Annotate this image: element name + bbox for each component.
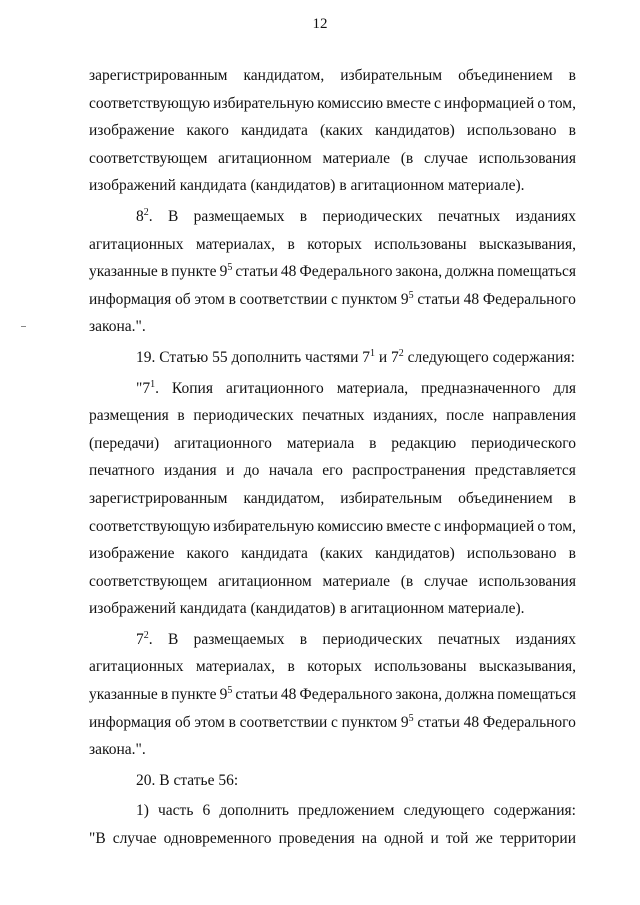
text-line: соответствующем агитационном материале (в случае использования <box>89 149 576 167</box>
text-line: "В случае одновременного проведения на одной и той же территории <box>89 830 576 848</box>
text-line: размещения в периодических печатных изданиях, после направления <box>89 407 576 425</box>
text-line: 20. В статье 56: <box>136 771 239 789</box>
text-line: изображение какого кандидата (каких кандидатов) использовано в <box>89 122 576 140</box>
text-line: закона.". <box>89 318 146 336</box>
text-line: информация об этом в соответствии с пунктом $9^5$ статьи 48 Федерального <box>89 712 576 731</box>
text-line: изображений кандидата (кандидатов) в агитационном материале). <box>89 177 525 195</box>
text-line: зарегистрированным кандидатом, избирательным объединением в <box>89 489 576 507</box>
text-line: соответствующую избирательную комиссию вместе с информацией о том, <box>89 517 576 535</box>
text-line: соответствующую избирательную комиссию вместе с информацией о том, <box>89 94 576 112</box>
text-line: печатного издания и до начала его распространения представляется <box>89 462 576 480</box>
text-line: закона.". <box>89 741 146 759</box>
margin-mark <box>21 326 26 327</box>
text-line: $7^2$. В размещаемых в периодических печатных изданиях <box>136 629 576 648</box>
text-line: агитационных материалах, в которых использованы высказывания, <box>89 658 576 676</box>
text-line: $8^2$. В размещаемых в периодических печатных изданиях <box>136 206 576 225</box>
text-line: указанные в пункте $9^5$ статьи 48 Федерального закона, должна помещаться <box>89 262 576 281</box>
text-line: соответствующем агитационном материале (в случае использования <box>89 572 576 590</box>
text-line: информация об этом в соответствии с пунктом $9^5$ статьи 48 Федерального <box>89 289 576 308</box>
text-line: "$7^1$. Копия агитационного материала, предназначенного для <box>136 378 576 397</box>
page-number: 12 <box>312 16 328 32</box>
text-line: указанные в пункте $9^5$ статьи 48 Федерального закона, должна помещаться <box>89 684 576 704</box>
document-body <box>89 62 576 853</box>
text-line: 19. Статью 55 дополнить частями $7^1$ и $7^2$ следующего содержания: <box>136 347 575 366</box>
text-line: зарегистрированным кандидатом, избирательным объединением в <box>89 67 576 84</box>
text-line: 1) часть 6 дополнить предложением следующего содержания: <box>136 802 576 820</box>
text-line: (передачи) агитационного материала в редакцию периодического <box>89 434 576 452</box>
text-line: изображение какого кандидата (каких кандидатов) использовано в <box>89 545 576 563</box>
text-line: изображений кандидата (кандидатов) в агитационном материале). <box>89 600 525 618</box>
text-line: агитационных материалах, в которых использованы высказывания, <box>89 235 576 253</box>
